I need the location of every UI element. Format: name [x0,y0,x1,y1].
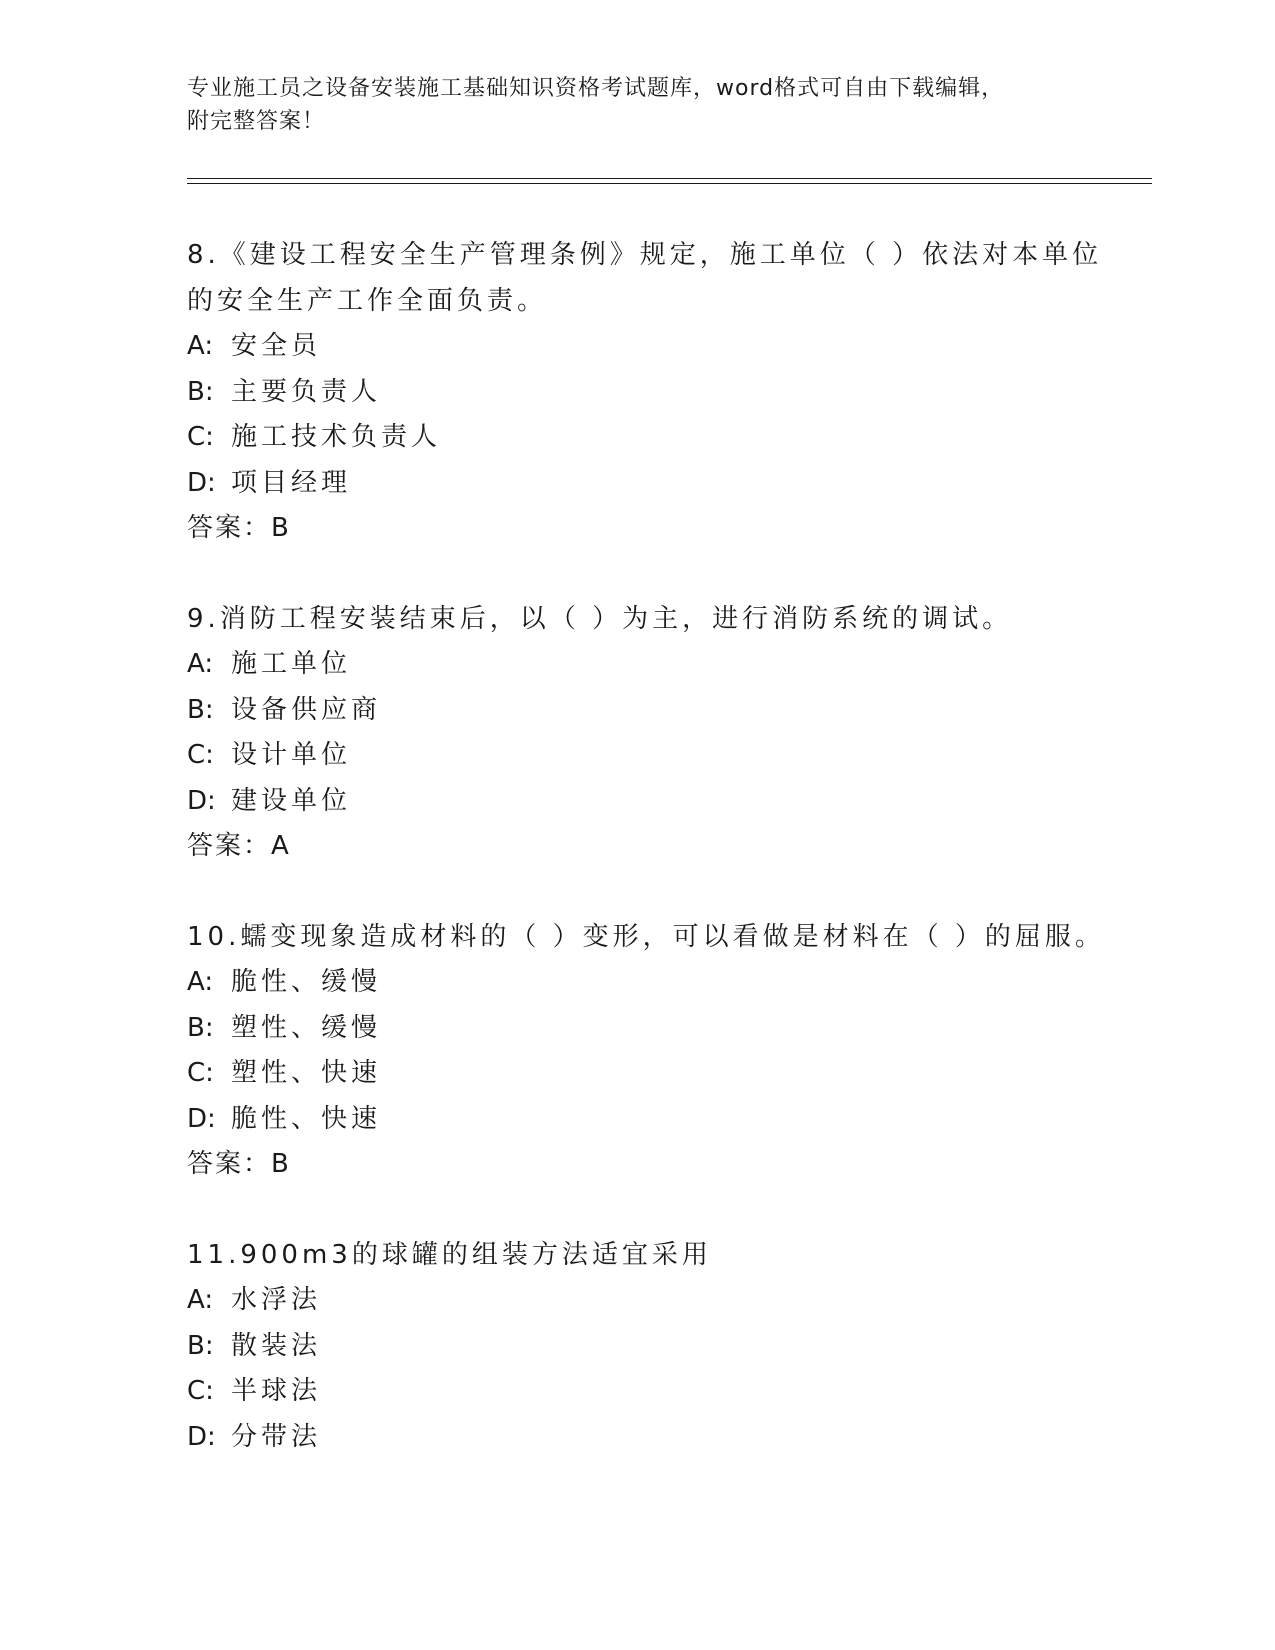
option-text: 施工技术负责人 [231,422,442,452]
header-divider-top [187,178,1152,179]
option-key: B: [187,694,214,725]
header-line-2: 附完整答案！ [187,109,326,134]
option-key: D: [187,1103,216,1134]
option-key: C: [187,1058,214,1088]
option-key: C: [187,740,214,770]
option-key: A: [187,1285,214,1315]
answer: 答案：B [187,1149,291,1179]
option-text: 建设单位 [231,785,352,816]
question-stem: 8.《建设工程安全生产管理条例》规定，施工单位（ ）依法对本单位 [187,240,1103,270]
option-a [187,642,1127,688]
option-text: 半球法 [231,1376,322,1406]
question-stem: 10.蠕变现象造成材料的（ ）变形，可以看做是材料在（ ）的屈服。 [187,922,1105,952]
question-9 [187,596,1127,870]
option-b [187,370,1127,416]
answer: 答案：A [187,831,291,861]
option-text: 脆性、快速 [231,1103,382,1134]
option-text: 塑性、快速 [231,1058,382,1088]
option-b [187,688,1127,734]
option-text: 塑性、缓慢 [231,1012,382,1043]
option-c [187,415,1127,461]
option-a [187,1278,1127,1324]
option-c [187,733,1127,779]
option-b [187,1324,1127,1370]
option-text: 分带法 [231,1421,322,1452]
question-8 [187,232,1127,552]
question-stem: 9.消防工程安装结束后，以（ ）为主，进行消防系统的调试。 [187,604,1013,634]
question-stem-continued: 的安全生产工作全面负责。 [187,286,548,316]
option-key: B: [187,1012,214,1043]
option-d [187,461,1127,507]
option-text: 项目经理 [231,467,352,498]
option-c [187,1369,1127,1415]
option-text: 施工单位 [231,649,352,679]
option-text: 散装法 [231,1330,322,1361]
document-header [187,72,1087,138]
option-a [187,324,1127,370]
header-line-1: 专业施工员之设备安装施工基础知识资格考试题库，word格式可自由下载编辑， [187,76,1005,101]
option-d [187,779,1127,825]
option-text: 水浮法 [231,1285,322,1315]
option-text: 脆性、缓慢 [231,967,382,997]
option-key: D: [187,1421,216,1452]
option-key: D: [187,467,216,498]
option-key: C: [187,1376,214,1406]
option-key: D: [187,785,216,816]
option-a [187,960,1127,1006]
option-d [187,1097,1127,1143]
option-key: A: [187,967,214,997]
option-key: B: [187,376,214,407]
question-10 [187,914,1127,1188]
option-key: B: [187,1330,214,1361]
answer: 答案：B [187,513,291,543]
option-b [187,1006,1127,1052]
option-text: 安全员 [231,331,322,361]
header-divider-bottom [187,183,1152,184]
option-c [187,1051,1127,1097]
option-text: 设计单位 [231,740,352,770]
option-key: C: [187,422,214,452]
question-stem: 11.900m3的球罐的组装方法适宜采用 [187,1240,712,1270]
option-text: 设备供应商 [231,694,382,725]
option-key: A: [187,649,214,679]
option-key: A: [187,331,214,361]
option-d [187,1415,1127,1461]
question-11 [187,1232,1127,1460]
option-text: 主要负责人 [231,376,382,407]
